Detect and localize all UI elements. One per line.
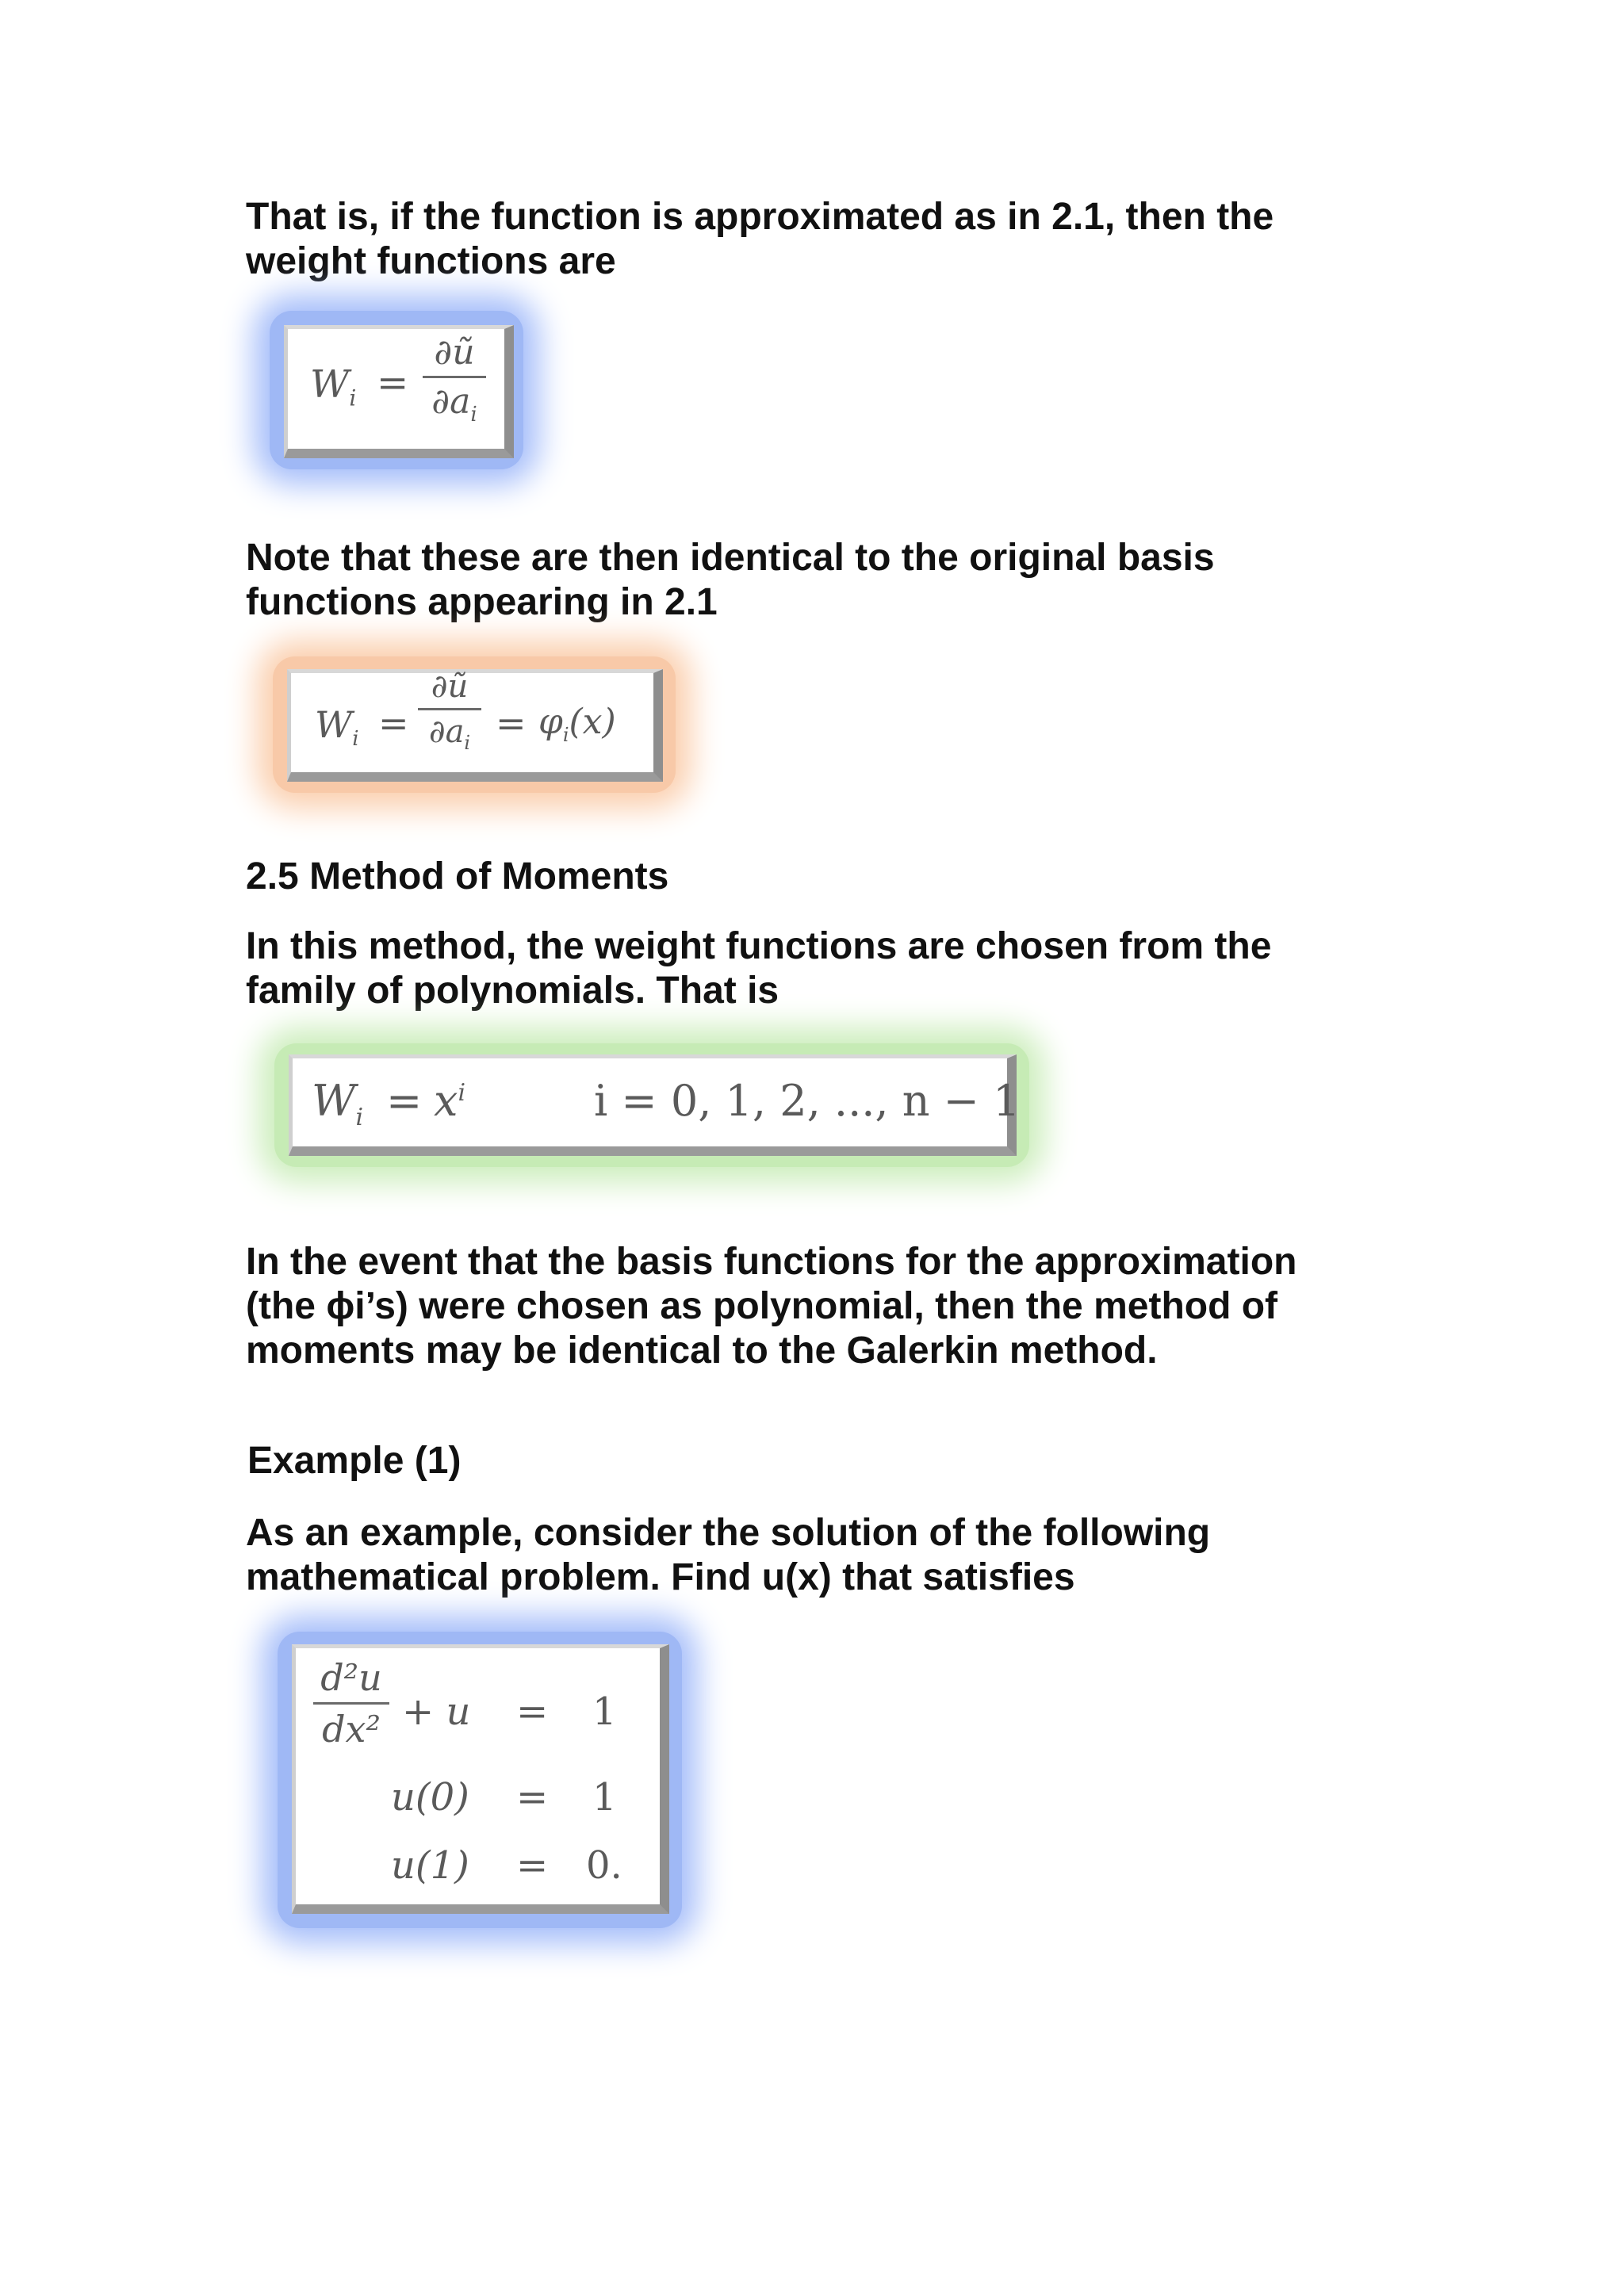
equation-box-1 xyxy=(284,325,514,458)
math-subscript: i xyxy=(352,727,359,752)
math-subscript: i xyxy=(355,1103,364,1131)
fraction-denominator: dx² xyxy=(322,1708,381,1751)
math-fraction xyxy=(418,668,481,754)
math-symbol: W xyxy=(312,1076,356,1126)
math-term: + u xyxy=(402,1689,471,1734)
fraction-bar xyxy=(313,1702,389,1705)
math-value: 0. xyxy=(586,1843,622,1888)
math-argument: (x) xyxy=(569,702,616,742)
math-subscript: i xyxy=(349,385,357,411)
paragraph-galerkin: In the event that the basis functions for the approximation (the ϕi’s) were chosen as polynomial, then the method of moments may be identical to the Galerkin method. xyxy=(246,1241,1297,1372)
fraction-bar xyxy=(423,376,486,378)
math-subscript: i xyxy=(562,723,569,746)
math-index-range: i = 0, 1, 2, ..., n − 1 xyxy=(594,1076,1021,1126)
math-equals: = xyxy=(496,702,527,744)
paragraph-identical-basis: Note that these are then identical to the original basis functions appearing in 2.1 xyxy=(246,537,1215,623)
fraction-numerator: d²u xyxy=(320,1656,382,1699)
fraction-numerator: ∂ũ xyxy=(431,668,469,705)
paragraph-example: As an example, consider the solution of the following mathematical problem. Find u(x) that satisfies xyxy=(246,1512,1211,1598)
math-equals: = xyxy=(516,1775,549,1820)
math-subscript: i xyxy=(470,402,477,427)
math-equals: = xyxy=(516,1689,549,1734)
math-symbol: φ xyxy=(538,702,563,742)
math-fraction xyxy=(423,332,486,427)
fraction-numerator: ∂ũ xyxy=(434,332,475,373)
math-symbol: W xyxy=(315,703,353,746)
math-superscript: i xyxy=(458,1079,466,1107)
paragraph-weight-functions: That is, if the function is approximated as in 2.1, then the weight functions are xyxy=(246,196,1274,282)
math-symbol: x xyxy=(434,1076,458,1126)
fraction-bar xyxy=(418,708,481,710)
math-value: 1 xyxy=(592,1775,617,1820)
math-fraction xyxy=(313,1656,389,1751)
fraction-denominator: ∂a xyxy=(431,381,471,422)
math-value: 1 xyxy=(592,1689,617,1734)
fraction-denominator: ∂a xyxy=(428,714,465,750)
section-heading: 2.5 Method of Moments xyxy=(246,855,669,897)
math-equals: = xyxy=(516,1843,549,1888)
math-term: u(1) xyxy=(391,1843,469,1888)
equation-box-3 xyxy=(289,1054,1021,1156)
math-equals: = xyxy=(386,1076,423,1126)
math-symbol: W xyxy=(310,362,350,407)
paragraph-method-of-moments: In this method, the weight functions are chosen from the family of polynomials. That is xyxy=(246,925,1272,1012)
math-subscript: i xyxy=(464,732,471,754)
math-equals: = xyxy=(377,361,409,405)
math-term: u(0) xyxy=(391,1775,469,1820)
equation-box-2 xyxy=(287,669,663,782)
example-heading: Example (1) xyxy=(247,1440,462,1482)
math-equals: = xyxy=(378,702,409,744)
equation-box-4 xyxy=(292,1644,669,1914)
